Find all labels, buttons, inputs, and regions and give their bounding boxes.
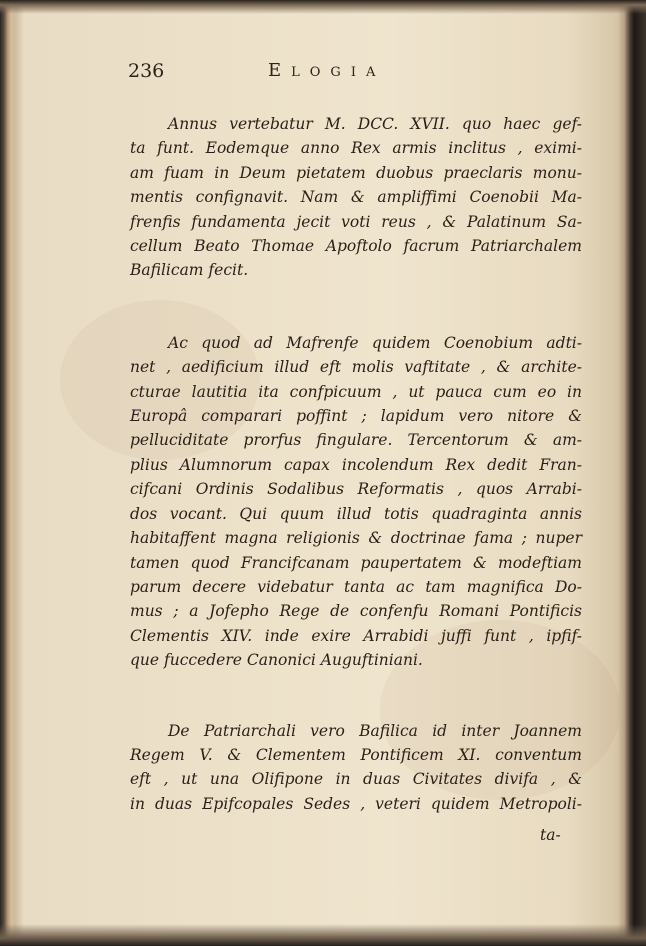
text-line: dos vocant. Qui quum illud totis quadraginta annis [130,504,582,523]
text-line: plius Alumnorum capax incolendum Rex dedit Fran- [130,455,582,474]
text-line: am fuam in Deum pietatem duobus praeclaris monu- [130,163,582,182]
text-line: De Patriarchali vero Bafilica id inter Joannem [168,721,582,740]
page-bottom-edge [0,924,646,946]
page-top-edge [0,0,646,14]
paragraph-1 [130,112,582,283]
text-line: Regem V. & Clementem Pontificem XI. conventum [130,745,582,764]
page-left-edge [0,0,16,946]
paragraph-3 [130,719,582,817]
text-line: pelluciditate prorfus fingulare. Tercentorum & am- [130,431,582,450]
text-line: cellum Beato Thomae Apoftolo facrum Patriarchalem [130,237,582,256]
page-right-edge [618,0,646,946]
text-line: Europâ comparari poffint ; lapidum vero nitore & [130,407,582,426]
text-line: Ac quod ad Mafrenfe quidem Coenobium adti- [168,333,582,352]
text-line: Bafilicam fecit. [130,261,249,280]
text-line: mus ; a Jofepho Rege de confenfu Romani Pontificis [130,602,582,621]
text-line: eft , ut una Olifipone in duas Civitates divifa , & [130,770,582,789]
text-line: mentis confignavit. Nam & ampliffimi Coenobii Ma- [130,188,582,207]
text-line: Annus vertebatur M. DCC. XVII. quo haec gef- [168,115,582,133]
text-line: in duas Epifcopales Sedes , veteri quidem Metropoli- [130,794,582,813]
text-line: cturae lautitia ita confpicuum , ut pauca cum eo in [130,382,582,401]
text-line: ta funt. Eodemque anno Rex armis inclitus , eximi- [130,139,582,158]
page-number: 236 [128,60,165,82]
text-line: Clementis XIV. inde exire Arrabidi juffi funt , ipfif- [130,626,582,645]
text-line: que fuccedere Canonici Auguftiniani. [130,651,423,670]
text-line: tamen quod Francifcanam paupertatem & modeftiam [130,553,582,572]
text-line: cifcani Ordinis Sodalibus Reformatis , quos Arrabi- [130,480,582,499]
text-body [130,112,582,816]
catchword: ta- [540,826,561,844]
text-line: frenfis fundamenta jecit voti reus , & Palatinum Sa- [130,212,582,231]
running-head: Elogia [268,60,386,81]
page-header [128,60,588,88]
text-line: habitaffent magna religionis & doctrinae fama ; nuper [130,529,582,548]
text-line: net , aedificium illud eft molis vaftitate , & archite- [130,358,582,377]
text-line: parum decere videbatur tanta ac tam magnifica Do- [130,577,582,596]
paragraph-2 [130,331,582,673]
